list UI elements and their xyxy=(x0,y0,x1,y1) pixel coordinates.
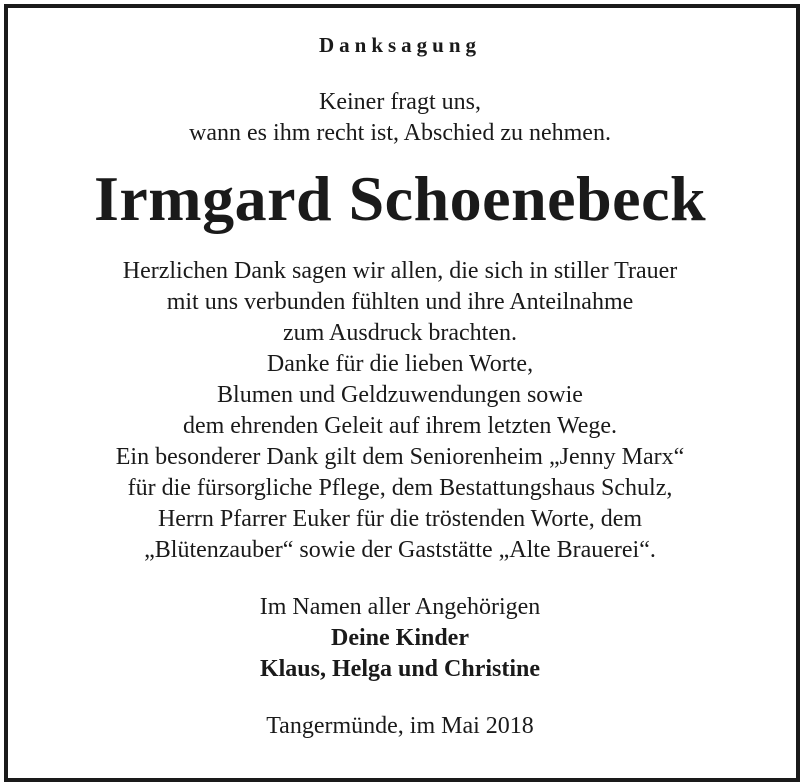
body-line: „Blütenzauber“ sowie der Gaststätte „Alte Brauerei“. xyxy=(144,537,656,563)
body-line: Ein besonderer Dank gilt dem Seniorenheim „Jenny Marx“ xyxy=(115,444,685,470)
motto-line: Keiner fragt uns, xyxy=(319,89,481,115)
body-line: für die fürsorgliche Pflege, dem Bestattungshaus Schulz, xyxy=(127,475,673,501)
notice-signoff xyxy=(0,592,800,685)
signoff-family-line: Deine Kinder xyxy=(331,625,469,651)
signoff-family-names: Klaus, Helga und Christine xyxy=(259,656,541,682)
body-line: Blumen und Geldzuwendungen sowie xyxy=(217,382,583,408)
notice-body xyxy=(0,256,800,566)
body-line: mit uns verbunden fühlten und ihre Anteilnahme xyxy=(166,289,634,315)
body-line: dem ehrenden Geleit auf ihrem letzten Wege. xyxy=(182,413,618,439)
body-line: Herzlichen Dank sagen wir allen, die sich in stiller Trauer xyxy=(122,258,678,284)
signoff-intro: Im Namen aller Angehörigen xyxy=(259,594,541,620)
notice-motto xyxy=(0,87,800,149)
place-and-date: Tangermünde, im Mai 2018 xyxy=(266,713,534,739)
motto-line: wann es ihm recht ist, Abschied zu nehmen. xyxy=(189,120,611,146)
deceased-name: Irmgard Schoenebeck xyxy=(93,163,707,234)
body-line: Danke für die lieben Worte, xyxy=(266,351,534,377)
notice-heading: Danksagung xyxy=(318,33,482,57)
body-line: zum Ausdruck brachten. xyxy=(283,320,517,346)
body-line: Herrn Pfarrer Euker für die tröstenden Worte, dem xyxy=(157,506,643,532)
